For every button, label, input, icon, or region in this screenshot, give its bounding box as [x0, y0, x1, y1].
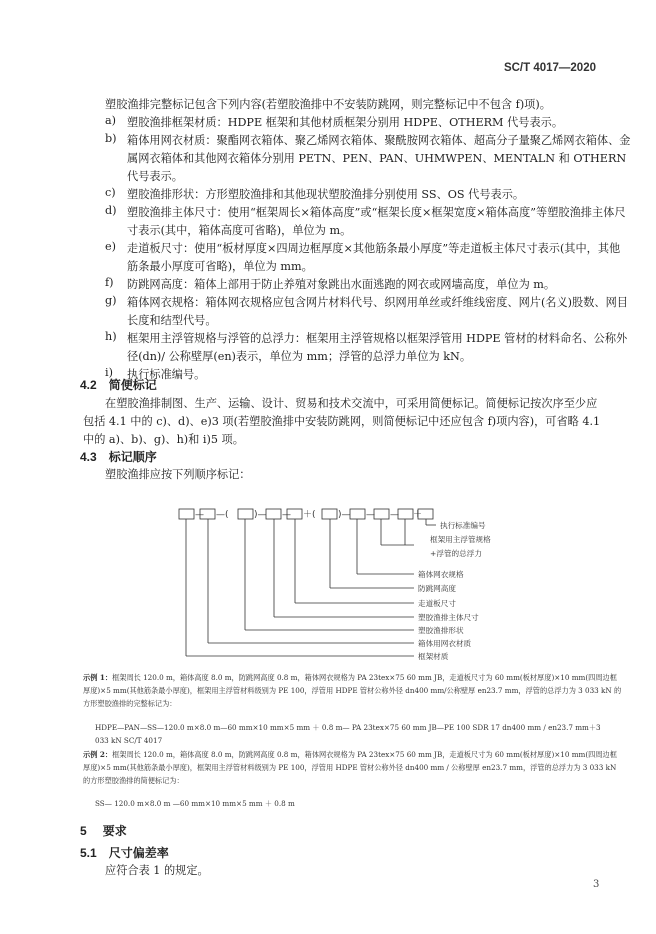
page-number: 3 [593, 879, 600, 890]
box-shape [238, 509, 253, 519]
label-net-material: 箱体用网衣材质 [418, 639, 472, 648]
label-walkway-size: 走道板尺寸 [418, 599, 456, 608]
label-buoyancy: +浮管的总浮力 [430, 549, 482, 558]
example-1-label: 示例 1： [83, 673, 113, 682]
intro-paragraph: 塑胶渔排完整标记包含下列内容(若塑胶渔排中不安装防跳网，则完整标记中不包含 f)项)。 [105, 98, 551, 111]
sep-1: — [195, 510, 204, 520]
sep-4: — [282, 510, 291, 520]
section-5-heading: 5 要求 [80, 824, 127, 838]
section-4-3-text: 塑胶渔排应按下列顺序标记： [105, 468, 251, 481]
example-2-label: 示例 2： [83, 750, 113, 759]
label-pipe-spec: 框架用主浮管规格 [430, 535, 491, 544]
label-net-spec: 箱体网衣规格 [418, 570, 464, 579]
box-pipe-spec [374, 509, 389, 519]
box-buoyancy [398, 509, 413, 519]
label-frame-material: 框架材质 [418, 652, 449, 661]
box-jump-net-height [322, 509, 337, 519]
box-net-spec [350, 509, 365, 519]
marking-order-diagram [0, 500, 656, 670]
section-5-1-text: 应符合表 1 的规定。 [105, 864, 209, 877]
example-1-text: 框架周长 120.0 m，箱体高度 8.0 m，防跳网高度 0.8 m，箱体网衣规格为 PA 23tex×75 60 mm JB，走道板尺寸为 60 mm(板材厚度)×10 mm(四周边框厚度)×5 mm(其他筋条最小厚度)，框架用主浮管材料级别为 PE 100，浮管用 HDPE 管材公称外径 dn400 mm/公称壁厚 en23.7 mm，浮管的总浮力为 3 033 kN 的方形塑胶渔排的完整标记为： [83, 673, 622, 708]
sep-5: ＋( [303, 510, 316, 520]
section-5-1-heading: 5.1 尺寸偏差率 [80, 846, 169, 860]
section-4-2-heading: 4.2 简便标记 [80, 378, 157, 392]
box-frame-material [179, 509, 194, 519]
sep-7: — [366, 510, 375, 520]
standard-code: SC/T 4017—2020 [503, 62, 596, 74]
sep-8: — [390, 510, 399, 520]
label-main-size: 塑胶渔排主体尺寸 [418, 613, 479, 622]
box-main-size [266, 509, 281, 519]
section-4-2-text: 在塑胶渔排制图、生产、运输、设计、贸易和技术交流中，可采用简便标记。简便标记按次序至少应包括 4.1 中的 c)、d)、e)3 项(若塑胶渔排中安装防跳网，则简便标记中还应包含 f)项内容)，可省略 4.1 中的 a)、b)、g)、h)和 i)5 项。 [83, 397, 601, 446]
example-2-mark: SS— 120.0 m×8.0 m —60 mm×10 mm×5 mm ＋ 0.8 m [95, 799, 295, 808]
sep-3: )— [254, 510, 267, 520]
example-2-text: 框架周长 120.0 m，箱体高度 8.0 m，防跳网高度 0.8 m，箱体网衣规格为 PA 23tex×75 60 mm JB，走道板尺寸为 60 mm(板材厚度)×10 mm(四周边框厚度)×5 mm(其他筋条最小厚度)，框架用主浮管材料级别为 PE 100，浮管用 HDPE 管材公称外径 dn400 mm / 公称壁厚 en23.7 mm，浮管的总浮力为 3 033 kN 的方形塑胶渔排的简便标记为： [83, 750, 617, 785]
sep-9: ＋ [413, 510, 423, 520]
sep-2: —( [216, 510, 229, 520]
label-jump-net-height: 防跳网高度 [418, 584, 456, 593]
section-4-3-heading: 4.3 标记顺序 [80, 450, 157, 464]
label-shape: 塑胶渔排形状 [418, 626, 464, 635]
sep-6: )— [338, 510, 351, 520]
label-standard-no: 执行标准编号 [440, 521, 486, 530]
